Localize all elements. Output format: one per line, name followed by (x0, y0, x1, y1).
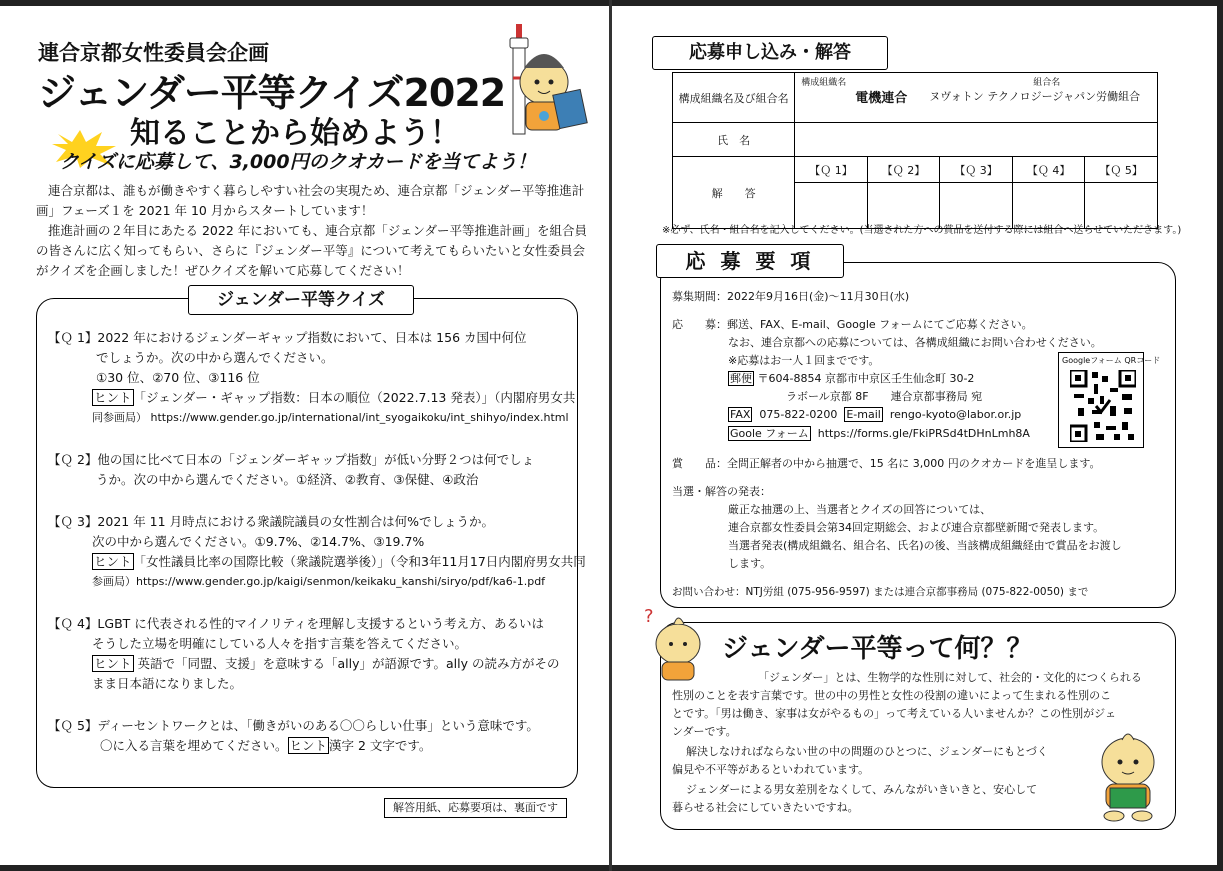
q5-line-2: 〇に入る言葉を埋めてください。 (100, 738, 288, 753)
form-union-small: 組合名 (1033, 78, 1061, 88)
quiz-title: ジェンダー平等クイズ2022 (38, 71, 506, 115)
q1-hint-text: 「ジェンダー・ギャップ指数：日本の順位（2022.7.13 発表）」（内閣府男女共 (133, 390, 576, 405)
form-org-cell[interactable] (795, 73, 1158, 123)
answer-header-q1: 【Ｑ 1】 (795, 157, 868, 183)
intro-line-2: 画」フェーズ１を 2021 年 10 月からスタートしています！ (36, 203, 374, 218)
google-form-url[interactable]: https://forms.gle/FkiPRSd4tDHnLmh8A (817, 427, 1030, 440)
email-tag: E-mail (846, 408, 881, 421)
q1-line-2: でしょうか。次の中から選んでください。 (96, 350, 334, 365)
email-address[interactable]: rengo-kyoto@labor.or.jp (889, 408, 1022, 421)
announce-3: 当選者発表(構成組織名、組合名、氏名)の後、当該構成組織経由で賞品をお渡し (728, 539, 1122, 552)
q4-hint-tag: ヒント (94, 656, 132, 671)
q5-hint-tag: ヒント (289, 738, 328, 753)
mail-tag: 郵便 (730, 372, 752, 385)
q5-line-1: 【Ｑ 5】ディーセントワークとは、「働きがいのある〇〇らしい仕事」という意味です。 (48, 718, 539, 733)
answer-header-q3: 【Ｑ 3】 (940, 157, 1013, 183)
mail-address-2: ラボール京都 8F 連合京都事務局 宛 (786, 390, 983, 403)
q1-hint-url: 同参画局） https://www.gender.go.jp/international/int_syogaikoku/int_shihyo/index.html (92, 411, 569, 424)
gender-heading: ジェンダー平等って何？？ (722, 634, 1033, 664)
announce-4: します。 (728, 557, 772, 570)
fax-tag: FAX (730, 408, 751, 421)
form-union-value: ヌヴォトン テクノロジージャパン労働組合 (929, 90, 1141, 103)
q4-line-2: そうした立場を明確にしている人々を指す言葉を答えてください。 (92, 636, 468, 651)
q1-line-1: 【Ｑ 1】2022 年におけるジェンダーギャップ指数において、日本は 156 カ国中何位 (48, 330, 527, 345)
mascot-tower-icon (494, 18, 590, 138)
announce-2: 連合京都女性委員会第34回定期総会、および連合京都壁新聞で発表します。 (728, 521, 1105, 534)
q5-hint-text: 漢字 2 文字です。 (329, 738, 432, 753)
gender-text-3: とです。「男は働き、家事は女がやるもの」って考えている人いませんか？この性別がジェ (672, 707, 1116, 720)
q3-line-2: 次の中から選んでください。①9.7%、②14.7%、③19.7% (92, 534, 425, 549)
svg-text:?: ? (644, 606, 654, 627)
page-border-right (1217, 0, 1223, 871)
guide-prize: 賞 品：全問正解者の中から抽選で、15 名に 3,000 円のクオカードを進呈します。 (672, 457, 1101, 470)
campaign-banner: クイズに応募して、3,000円のクオカードを当てよう！ (60, 151, 537, 173)
form-name-field[interactable] (795, 123, 1158, 157)
guide-period: 募集期間：2022年9月16日(金)～11月30日(水) (672, 290, 910, 303)
q4-line-1: 【Ｑ 4】LGBT に代表される性的マイノリティを理解し支援するという考え方、あるいは (48, 616, 545, 631)
intro-line-1: 連合京都は、誰もが働きやすく暮らしやすい社会の実現ため、連合京都「ジェンダー平等推進計 (48, 183, 585, 198)
q1-hint-tag: ヒント (94, 390, 132, 405)
q4-hint-text: 英語で「同盟、支援」を意味する「ally」が語源です。ally の読み方がその (133, 656, 560, 671)
contact-line: お問い合わせ：NTJ労組 (075-956-9597) または連合京都事務局 (075-822-0050) まで (672, 586, 1089, 598)
form-heading: 応募申し込み・解答 (652, 36, 888, 70)
form-note: ※必ず、氏名・組合名を記入してください。(当選された方への賞品を送付する際には組合へ送らせていただきます。) (662, 225, 1182, 236)
gender-text-7: ジェンダーによる男女差別をなくして、みんながいきいきと、安心して (686, 783, 1038, 796)
page-divider (609, 0, 612, 871)
gender-text-1: 「ジェンダー」とは、生物学的な性別に対して、社会的・文化的につくられる (758, 671, 1142, 684)
guide-apply-1: 応 募：郵送、FAX、E-mail、Google フォームにてご応募ください。 (672, 318, 1033, 331)
quiz-heading: ジェンダー平等クイズ (188, 285, 414, 315)
form-name-label: 氏 名 (673, 123, 795, 157)
intro-line-4: の皆さんに広く知ってもらい、さらに『ジェンダー平等』について考えてもらいたいと女性委員会 (36, 243, 586, 258)
mascot-question-icon (640, 604, 710, 684)
entry-form-table (672, 72, 1158, 229)
form-answer-label: 解 答 (673, 157, 795, 229)
form-org-value: 電機連合 (855, 91, 908, 106)
announce-1: 厳正な抽選の上、当選者とクイズの回答については、 (728, 503, 992, 516)
form-org-small: 構成組織名 (801, 78, 847, 88)
gender-text-5: 解決しなければならない世の中の問題のひとつに、ジェンダーにもとづく (686, 745, 1048, 758)
gender-text-6: 偏見や不平等があるといわれています。 (672, 763, 870, 776)
mascot-reading-icon (1092, 728, 1164, 824)
gender-text-4: ンダーです。 (672, 725, 737, 738)
q3-hint-text: 「女性議員比率の国際比較（衆議院選挙後）」（令和3年11月17日内閣府男女共同 (133, 554, 586, 569)
q3-line-1: 【Ｑ 3】2021 年 11 月時点における衆議院議員の女性割合は何%でしょうか。 (48, 514, 494, 529)
announce-heading: 当選・解答の発表： (672, 485, 771, 498)
qr-code-icon[interactable] (1070, 370, 1136, 442)
mail-address-1: 〒604-8854 京都市中京区壬生仙念町 30-2 (757, 372, 975, 385)
gender-text-2: 性別のことを表す言葉です。世の中の男性と女性の役割の違いによって生まれる性別のこ (672, 689, 1112, 702)
q2-line-1: 【Ｑ 2】他の国に比べて日本の「ジェンダーギャップ指数」が低い分野２つは何でしょ (48, 452, 535, 467)
intro-line-5: がクイズを企画しました！ぜひクイズを解いて応募してください！ (36, 263, 410, 278)
q4-line-4: まま日本語になりました。 (92, 676, 243, 691)
gender-text-8: 暮らせる社会にしていきたいですね。 (672, 801, 859, 814)
fax-number: 075-822-0200 (759, 408, 838, 421)
organizer-label: 連合京都女性委員会企画 (38, 41, 269, 65)
q1-options: ①30 位、②70 位、③116 位 (96, 370, 260, 385)
reverse-side-note: 解答用紙、応募要項は、裏面です (384, 798, 567, 818)
q3-hint-tag: ヒント (94, 554, 132, 569)
guide-apply-2: なお、連合京都への応募については、各構成組織にお問い合わせください。 (728, 336, 1102, 349)
form-org-label: 構成組織名及び組合名 (673, 73, 795, 123)
quiz-subtitle: 知ることから始めよう！ (130, 116, 460, 151)
google-form-tag: Goole フォーム (730, 427, 809, 440)
answer-header-q2: 【Ｑ 2】 (867, 157, 940, 183)
qr-label: Googleフォーム QRコード (1062, 356, 1161, 365)
q2-line-2: うか。次の中から選んでください。①経済、②教育、③保健、④政治 (96, 472, 479, 487)
answer-header-q4: 【Ｑ 4】 (1012, 157, 1085, 183)
guide-apply-3: ※応募はお一人１回までです。 (728, 354, 880, 367)
intro-line-3: 推進計画の２年目にあたる 2022 年においても、連合京都「ジェンダー平等推進計画」を組合員 (48, 223, 588, 238)
guide-heading: 応 募 要 項 (656, 244, 844, 278)
q3-hint-url: 参画局）https://www.gender.go.jp/kaigi/senmon/keikaku_kanshi/siryo/pdf/ka6-1.pdf (92, 575, 546, 588)
answer-header-q5: 【Ｑ 5】 (1085, 157, 1158, 183)
